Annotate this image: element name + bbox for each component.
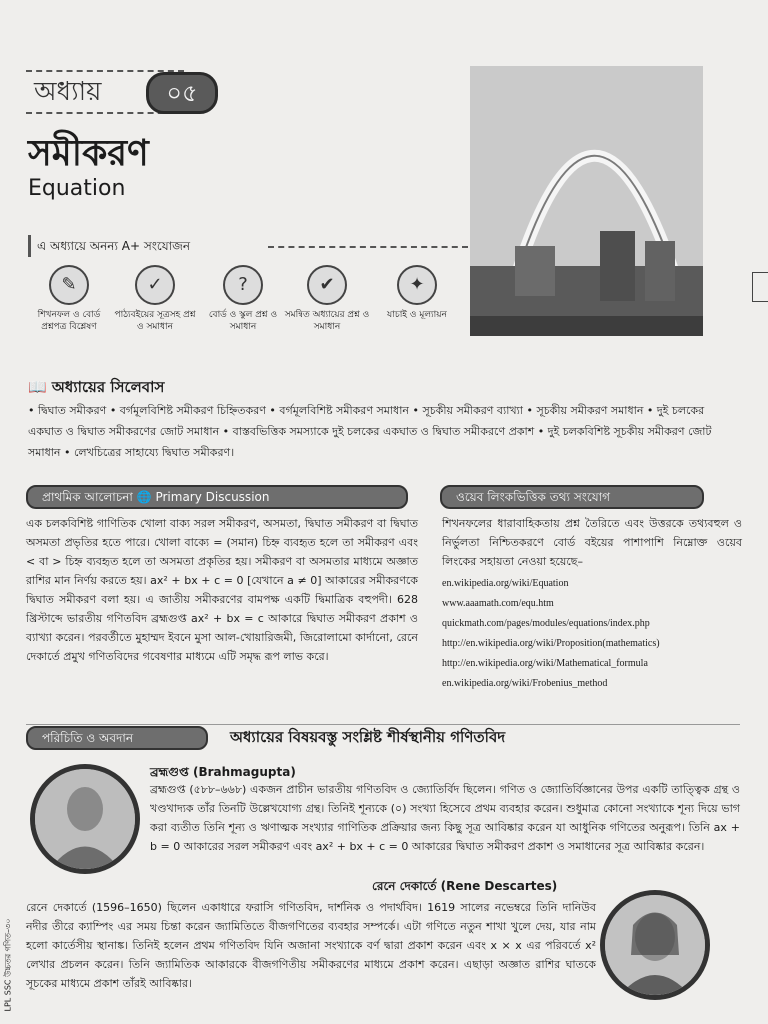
feature-label: পাঠ্যবইয়ের সূত্রসহ প্রশ্ন ও সমাধান: [114, 310, 196, 332]
introduction-banner: [26, 726, 208, 750]
primary-banner-en: Primary Discussion: [155, 490, 270, 504]
brahmagupta-portrait: [30, 764, 140, 874]
web-link[interactable]: quickmath.com/pages/modules/equations/index.php: [442, 618, 650, 629]
web-link[interactable]: en.wikipedia.org/wiki/Frobenius_method: [442, 678, 608, 689]
syllabus-text: • দ্বিঘাত সমীকরণ • বর্গমূলবিশিষ্ট সমীকরণ চিহ্নিতকরণ • বর্গমূলবিশিষ্ট সমীকরণ সমাধান • সূচকীয় সমীকরণ ব্যাখ্যা • সূচকীয় সমীকরণ সমাধান • দুই চলকের একঘাত ও দ্বিঘাত সমীকরণের জোট সমাধান • বাস্তবভিত্তিক সমস্যাকে দুই চলকের একঘাত ও দ্বিঘাত সমীকরণে প্রকাশ • দুই চলকবিশিষ্ট সূচকীয় সমীকরণ জোট সমাধান • লেখচিত্রের সাহায্যে দ্বিঘাত সমীকরণ।: [28, 404, 712, 459]
introduction-banner-label: পরিচিতি ও অবদান: [42, 731, 134, 745]
features-heading: [28, 235, 468, 259]
evaluation-icon: ✦: [397, 265, 437, 305]
features-heading-label: এ অধ্যায়ে অনন্য A+ সংযোজন: [28, 235, 196, 257]
primary-banner-bn: প্রাথমিক আলোচনা: [42, 490, 133, 504]
syllabus-title: অধ্যায়ের সিলেবাস: [51, 378, 165, 396]
web-links-banner-label: ওয়েব লিংকভিত্তিক তথ্য সংযোগ: [456, 490, 610, 504]
gateway-arch-photo: [470, 66, 703, 336]
chapter-badge: [26, 70, 216, 114]
learning-icon: ✎: [49, 265, 89, 305]
primary-discussion-text: এক চলকবিশিষ্ট গাণিতিক খোলা বাক্য সরল সমীকরণ, অসমতা, দ্বিঘাত সমীকরণ বা দ্বিঘাত অসমতা প্রভৃতির হতে পারে। খোলা বাক্যে = (সমান) চিহ্ন ব্যবহৃত হলে তা সমীকরণ এবং < বা > চিহ্ন ব্যবহৃত হলে তা অসমতা প্রকৃতির হয়। সমীকরণ বা অসমতার মাধ্যমে অজ্ঞাত রাশির মান নির্ণয় করতে হয়। ax² + bx + c = 0 [যেখানে a ≠ 0] আকারের সমীকরণকে দ্বিঘাত সমীকরণ বলা হয়। এ জাতীয় সমীকরণের বামপক্ষ একটি দ্বিমাত্রিক বহুপদী। 628 খ্রিস্টাব্দে ভারতীয় গণিতবিদ ব্রহ্মগুপ্ত ax² + bx = c আকারে দ্বিঘাত সমীকরণ প্রকাশ ও ব্যাখ্যা করেন। পরবর্তীতে মুহাম্মদ ইবনে মুসা আল-খোয়ারিজমী, জিরোলামো কার্দানো, রেনে দেকার্তে প্রমুখ গণিতবিদের গবেষণার মাধ্যমে এটি সমৃদ্ধ রূপ লাভ করে।: [26, 517, 418, 663]
chapter-title-bn: সমীকরণ: [28, 133, 149, 174]
web-links-intro: শিখনফলের ধারাবাহিকতায় প্রশ্ন তৈরিতে এবং উত্তরকে তথ্যবহুল ও নির্ভুলতা নিশ্চিতকরণে বোর্ড বইয়ের পাশাপাশি নিম্নোক্ত ওয়েব লিংকের সহায়তা নেওয়া হয়েছে–: [442, 517, 742, 568]
globe-icon: 🌐: [136, 490, 156, 504]
feature-label: সমন্বিত অধ্যায়ের প্রশ্ন ও সমাধান: [284, 310, 370, 332]
web-link[interactable]: http://en.wikipedia.org/wiki/Mathematical_formula: [442, 658, 648, 669]
feature-item: [282, 265, 372, 333]
persons-heading: অধ্যায়ের বিষয়বস্তু সংশ্লিষ্ট শীর্ষস্থানীয় গণিতবিদ: [230, 728, 506, 746]
brahmagupta-name: ব্রহ্মগুপ্ত (Brahmagupta): [150, 765, 296, 779]
web-link[interactable]: en.wikipedia.org/wiki/Equation: [442, 578, 569, 589]
web-link[interactable]: www.aaamath.com/equ.htm: [442, 598, 554, 609]
feature-item: [198, 265, 288, 333]
question-icon: ?: [223, 265, 263, 305]
descartes-text: রেনে দেকার্তে (1596–1650) ছিলেন একাধারে ফরাসি গণিতবিদ, দার্শনিক ও পদার্থবিদ। 1619 সালের নভেম্বরে তিনি দানিউব নদীর তীরে ক্যাম্পিং এর সময় চিন্তা করেন জ্যামিতিতে বীজগণিতের ব্যবহার সম্পর্কে। এটা গণিতে নতুন শাখা খুলে দেয়, যার নাম হলো কার্তেসীয় স্থানাঙ্ক। তিনিই হলেন প্রথম গণিতবিদ যিনি অজানা সংখ্যাকে বর্ণ দ্বারা প্রকাশ করেন এবং x × x এর পরিবর্তে x² লেখার প্রচলন করেন। তিনি জ্যামিতিক আকারকে বীজগণিতীয় সমীকরণের মাধ্যমে প্রকাশ করেন। এছাড়া অজ্ঞাত রাশির ঘাতকে সূচকের মাধ্যমে প্রকাশ তাঁরই আবিষ্কার।: [26, 901, 596, 990]
feature-label: যাচাই ও মূল্যায়ন: [387, 310, 447, 320]
web-links-banner: [440, 485, 704, 509]
side-note: [2, 900, 16, 1010]
feature-label: বোর্ড ও স্কুল প্রশ্ন ও সমাধান: [208, 310, 278, 332]
primary-discussion-banner: [26, 485, 408, 509]
chapter-title-en: Equation: [28, 176, 126, 201]
descartes-portrait: [600, 890, 710, 1000]
feature-item: [110, 265, 200, 333]
textbook-icon: ✓: [135, 265, 175, 305]
dashed-divider: [268, 246, 468, 248]
check-icon: ✔: [307, 265, 347, 305]
web-link[interactable]: http://en.wikipedia.org/wiki/Proposition(mathematics): [442, 638, 660, 649]
side-note-label: LPL SSC উচ্চতর গণিত–৩০: [3, 918, 13, 1012]
descartes-name: রেনে দেকার্তে (Rene Descartes): [372, 879, 558, 893]
feature-item: [372, 265, 462, 321]
chapter-label: অধ্যায়: [26, 70, 184, 114]
syllabus-heading: [28, 376, 164, 401]
brahmagupta-text: ব্রহ্মগুপ্ত (৫৮৮–৬৬৮) একজন প্রাচীন ভারতীয় গণিতবিদ ও জ্যোতির্বিদ ছিলেন। গণিত ও জ্যোতির্বিজ্ঞানের উপর একটি তাত্ত্বিক গ্রন্থ ও খণ্ডখাদ্যক তাঁর তিনটি উল্লেখযোগ্য গ্রন্থ। তিনিই শূন্যকে (০) সংখ্যা হিসেবে প্রথম ব্যবহার করেন। শুধুমাত্র কোনো সংখ্যাকে শূন্য দিয়ে ভাগ করা ব্যতীত তিনি শূন্য ও ঋণাত্মক সংখ্যার গাণিতিক প্রক্রিয়ার জন্য কিছু সূত্র আবিষ্কার করেন যা আধুনিক গণিতের অনুরূপ। তিনি ax + b = 0 আকারের সরল সমীকরণ এবং ax² + bx + c = 0 আকারের দ্বিঘাত সমীকরণ প্রকাশ ও সমাধানের সূত্র আবিষ্কার করেন।: [150, 783, 740, 853]
page-edge-mark: [752, 272, 768, 302]
web-links-list: [442, 574, 742, 694]
book-icon: 📖: [28, 378, 47, 396]
feature-item: [24, 265, 114, 333]
chapter-number: ০৫: [146, 72, 218, 114]
feature-label: শিখনফল ও বোর্ড প্রশ্নপত্র বিশ্লেষণ: [37, 310, 101, 332]
